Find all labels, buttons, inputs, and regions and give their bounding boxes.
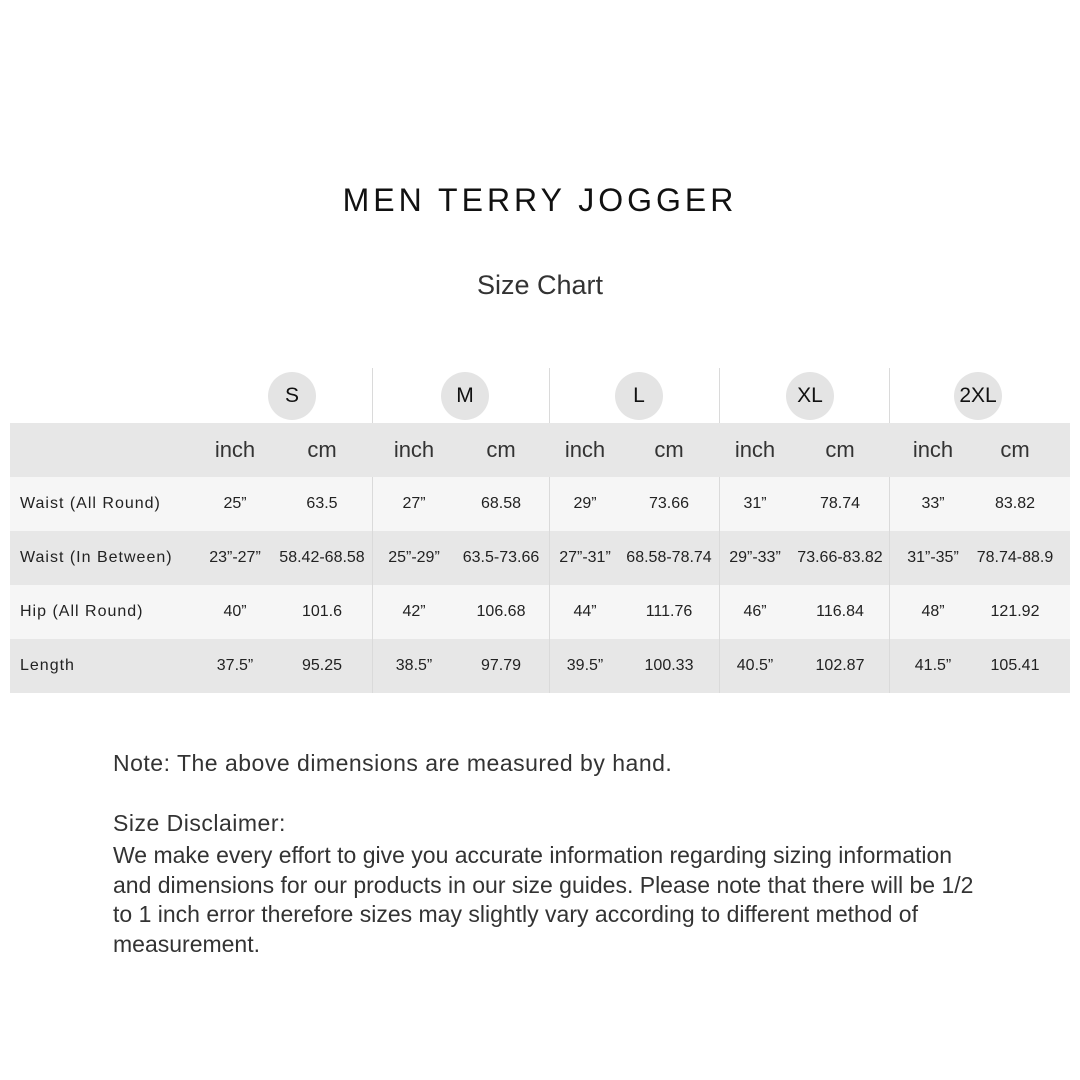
unit-cm-label: cm: [1000, 437, 1030, 462]
table-cell: 121.92: [990, 603, 1040, 620]
unit-cm-label: cm: [307, 437, 337, 462]
column-group-divider: [372, 531, 373, 585]
table-cell: 101.6: [301, 603, 343, 620]
table-cell: 68.58: [480, 495, 522, 512]
row-label: Waist (All Round): [20, 495, 161, 512]
table-cell: 27”-31”: [559, 549, 611, 566]
unit-inch-label: inch: [912, 437, 954, 462]
unit-header-row: [10, 423, 1070, 477]
column-group-divider: [549, 477, 550, 531]
row-label: Length: [20, 657, 75, 674]
column-group-divider: [549, 585, 550, 639]
unit-inch-label: inch: [564, 437, 606, 462]
table-cell: 48”: [921, 603, 945, 620]
table-cell: 78.74: [819, 495, 861, 512]
column-group-divider: [889, 531, 890, 585]
table-row: [10, 639, 1070, 693]
table-cell: 23”-27”: [209, 549, 261, 566]
disclaimer-title: Size Disclaimer:: [113, 810, 286, 836]
column-group-divider: [889, 368, 890, 423]
table-cell: 44”: [573, 603, 597, 620]
row-label: Waist (In Between): [20, 549, 173, 566]
column-group-divider: [719, 477, 720, 531]
column-group-divider: [719, 531, 720, 585]
table-cell: 63.5-73.66: [462, 549, 540, 566]
measurement-note: Note: The above dimensions are measured by hand.: [113, 750, 673, 776]
table-cell: 42”: [402, 603, 426, 620]
unit-cm-label: cm: [486, 437, 516, 462]
table-cell: 25”-29”: [388, 549, 440, 566]
column-group-divider: [549, 639, 550, 693]
page-subtitle: Size Chart: [476, 270, 604, 300]
size-chart-table: [10, 368, 1070, 693]
table-cell: 40.5”: [736, 657, 774, 674]
table-cell: 116.84: [816, 603, 864, 620]
table-cell: 39.5”: [566, 657, 604, 674]
table-cell: 102.87: [815, 657, 865, 674]
column-group-divider: [549, 531, 550, 585]
table-cell: 73.66-83.82: [797, 549, 883, 566]
unit-inch-label: inch: [393, 437, 435, 462]
row-label: Hip (All Round): [20, 603, 144, 620]
column-group-divider: [372, 639, 373, 693]
table-cell: 33”: [921, 495, 945, 512]
page-title: MEN TERRY JOGGER: [342, 182, 738, 218]
table-cell: 95.25: [301, 657, 343, 674]
table-cell: 38.5”: [395, 657, 433, 674]
column-group-divider: [889, 639, 890, 693]
size-badge-l: L: [615, 372, 663, 420]
unit-inch-label: inch: [734, 437, 776, 462]
table-cell: 97.79: [480, 657, 522, 674]
size-badge-m: M: [441, 372, 489, 420]
column-group-divider: [372, 585, 373, 639]
table-cell: 78.74-88.9: [976, 549, 1054, 566]
table-cell: 100.33: [644, 657, 694, 674]
column-group-divider: [719, 639, 720, 693]
table-cell: 73.66: [648, 495, 690, 512]
size-header-row: [10, 368, 1070, 423]
table-cell: 46”: [743, 603, 767, 620]
size-badge-2xl: 2XL: [954, 372, 1002, 420]
table-cell: 29”-33”: [729, 549, 781, 566]
table-cell: 29”: [573, 495, 597, 512]
size-badge-xl: XL: [786, 372, 834, 420]
table-cell: 31”-35”: [907, 549, 959, 566]
disclaimer-body: We make every effort to give you accurate information regarding sizing information and dimensions for our products in our size guides. Please note that there will be 1/2 to 1 inch error therefore sizes may slightly vary according to different method of measurement.: [113, 842, 974, 957]
unit-cm-label: cm: [654, 437, 684, 462]
table-cell: 40”: [223, 603, 247, 620]
column-group-divider: [372, 477, 373, 531]
table-cell: 63.5: [306, 495, 338, 512]
table-cell: 25”: [223, 495, 247, 512]
table-cell: 27”: [402, 495, 426, 512]
unit-inch-label: inch: [214, 437, 256, 462]
table-cell: 37.5”: [216, 657, 254, 674]
table-row: [10, 585, 1070, 639]
table-row: [10, 477, 1070, 531]
table-cell: 41.5”: [914, 657, 952, 674]
column-group-divider: [889, 585, 890, 639]
unit-cm-label: cm: [825, 437, 855, 462]
column-group-divider: [889, 477, 890, 531]
table-cell: 83.82: [994, 495, 1036, 512]
table-cell: 111.76: [645, 603, 693, 620]
size-badge-s: S: [268, 372, 316, 420]
table-row: [10, 531, 1070, 585]
column-group-divider: [719, 585, 720, 639]
table-cell: 106.68: [476, 603, 526, 620]
column-group-divider: [372, 368, 373, 423]
column-group-divider: [549, 368, 550, 423]
table-cell: 58.42-68.58: [279, 549, 365, 566]
table-cell: 31”: [743, 495, 767, 512]
table-cell: 105.41: [990, 657, 1040, 674]
table-cell: 68.58-78.74: [626, 549, 712, 566]
column-group-divider: [719, 368, 720, 423]
